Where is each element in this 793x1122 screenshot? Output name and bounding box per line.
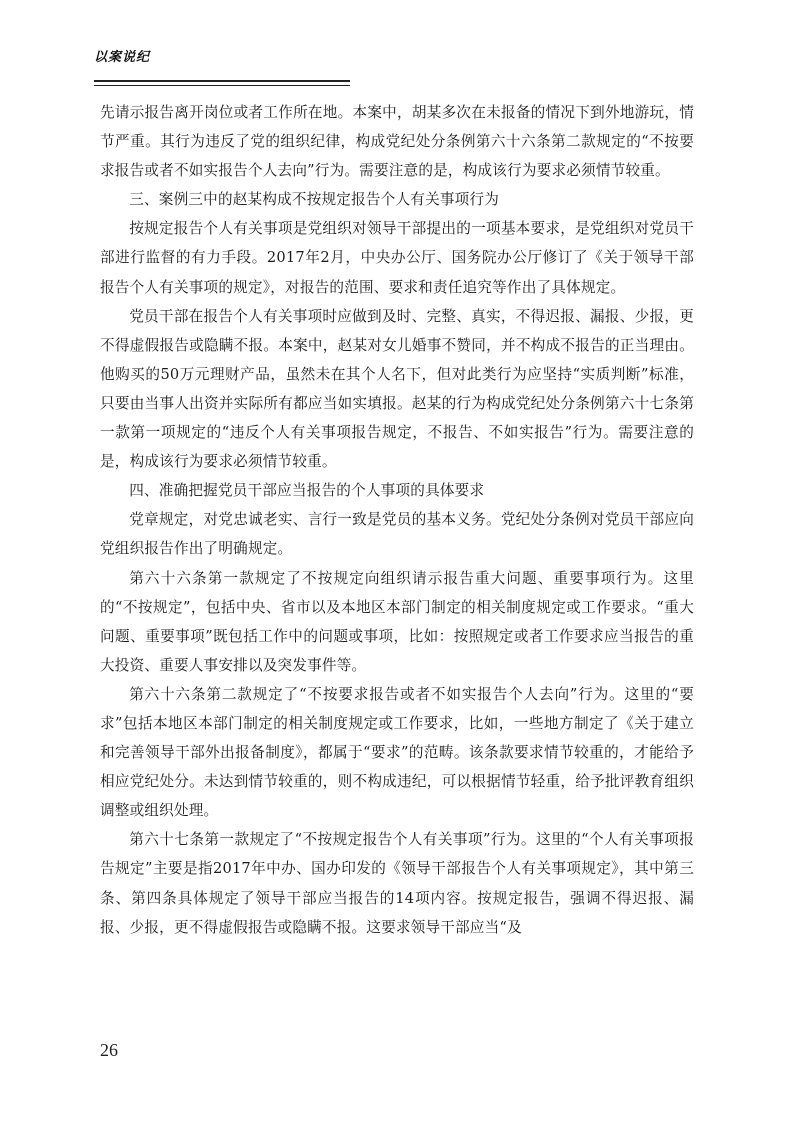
- running-header-title: 以案说纪: [94, 50, 151, 65]
- header-rule-thin: [94, 85, 350, 86]
- article-body: [100, 98, 694, 942]
- paragraph-article-67-1: 第六十七条第一款规定了“不按规定报告个人有关事项”行为。这里的“个人有关事项报告规定”主要是指2017年中办、国办印发的《领导干部报告个人有关事项规定》，其中第三条、第四条具体规定了领导干部应当报告的14项内容。按规定报告，强调不得迟报、漏报、少报，更不得虚假报告或隐瞒不报。这要求领导干部应当“及: [100, 831, 694, 936]
- section-heading-3: 三、案例三中的赵某构成不按规定报告个人有关事项行为: [129, 191, 500, 209]
- paragraph-article-66-1: 第六十六条第一款规定了不按规定向组织请示报告重大问题、重要事项行为。这里的“不按规定”，包括中央、省市以及本地区本部门制定的相关制度规定或工作要求。“重大问题、重要事项”既包括工作中的问题或事项，比如：按照规定或者工作要求应当报告的重大投资、重要人事安排以及突发事件等。: [100, 569, 694, 674]
- section-heading-4: 四、准确把握党员干部应当报告的个人事项的具体要求: [129, 482, 485, 500]
- paragraph-article-66-2: 第六十六条第二款规定了“不按要求报告或者不如实报告个人去向”行为。这里的“要求”包括本地区本部门制定的相关制度规定或工作要求，比如，一些地方制定了《关于建立和完善领导干部外出报备制度》，都属于“要求”的范畴。该条款要求情节较重的，才能给予相应党纪处分。未达到情节较重的，则不构成违纪，可以根据情节轻重，给予批评教育组织调整或组织处理。: [100, 685, 694, 820]
- paragraph-continued: 先请示报告离开岗位或者工作所在地。本案中，胡某多次在未报备的情况下到外地游玩，情节严重。其行为违反了党的组织纪律，构成党纪处分条例第六十六条第二款规定的“不按要求报告或者不如实报告个人去向”行为。需要注意的是，构成该行为要求必须情节较重。: [100, 104, 694, 180]
- paragraph-reporting-requirement: 按规定报告个人有关事项是党组织对领导干部提出的一项基本要求，是党组织对党员干部进行监督的有力手段。2017年2月，中央办公厅、国务院办公厅修订了《关于领导干部报告个人有关事项的规定》，对报告的范围、要求和责任追究等作出了具体规定。: [100, 220, 694, 296]
- paragraph-zhao-case: 党员干部在报告个人有关事项时应做到及时、完整、真实，不得迟报、漏报、少报，更不得虚假报告或隐瞒不报。本案中，赵某对女儿婚事不赞同，并不构成不报告的正当理由。他购买的50万元理财产品，虽然未在其个人名下，但对此类行为应坚持“实质判断”标准，只要由当事人出资并实际所有都应当如实填报。赵某的行为构成党纪处分条例第六十七条第一款第一项规定的“违反个人有关事项报告规定，不报告、不如实报告”行为。需要注意的是，构成该行为要求必须情节较重。: [100, 307, 694, 471]
- header-rule-thick: [94, 80, 350, 82]
- paragraph-party-constitution: 党章规定，对党忠诚老实、言行一致是党员的基本义务。党纪处分条例对党员干部应向党组织报告作出了明确规定。: [100, 511, 694, 558]
- page-number: 26: [100, 1040, 118, 1060]
